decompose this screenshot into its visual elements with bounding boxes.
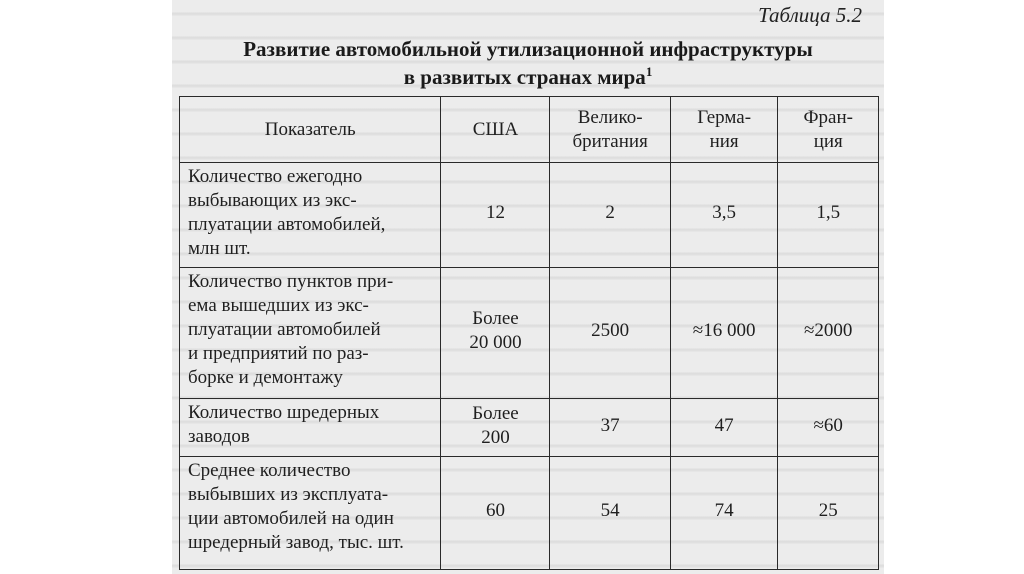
header-france-line-1: Фран- bbox=[803, 106, 853, 128]
row-2-germany-value: ≈16 000 bbox=[670, 268, 778, 399]
row-3-label bbox=[180, 398, 441, 456]
table-row bbox=[180, 457, 879, 570]
row-2-usa-value bbox=[441, 268, 550, 399]
row-3-uk-value: 37 bbox=[550, 398, 670, 456]
row-4-label-line: ции автомобилей на один bbox=[188, 508, 394, 530]
row-3-usa-value bbox=[441, 398, 550, 456]
header-france bbox=[778, 97, 879, 163]
row-4-usa-value: 60 bbox=[441, 457, 550, 570]
table-title-line-1: Развитие автомобильной утилизационной инфраструктуры bbox=[243, 37, 813, 61]
row-2-label-line: борке и демонтажу bbox=[188, 367, 343, 389]
header-germany-line-1: Герма- bbox=[697, 106, 752, 128]
header-uk-text bbox=[572, 106, 647, 154]
header-uk-line-1: Велико- bbox=[577, 106, 643, 128]
row-2-label-line: плуатации автомобилей bbox=[188, 319, 381, 341]
header-germany-text bbox=[697, 106, 751, 154]
row-2-usa-line-1: Более bbox=[472, 307, 519, 329]
header-france-line-2: ция bbox=[813, 130, 843, 152]
row-1-label-line: млн шт. bbox=[188, 238, 251, 260]
row-4-label-line: выбывших из эксплуата- bbox=[188, 484, 389, 506]
row-3-usa-line-1: Более bbox=[472, 402, 519, 424]
header-indicator-text: Показатель bbox=[264, 118, 356, 140]
row-3-usa-line-2: 200 bbox=[481, 426, 510, 448]
header-uk-line-2: британия bbox=[572, 130, 648, 152]
row-2-label-line: Количество пунктов при- bbox=[188, 271, 394, 293]
table-row bbox=[180, 163, 879, 268]
header-uk bbox=[550, 97, 670, 163]
row-4-uk-value: 54 bbox=[550, 457, 670, 570]
row-4-label bbox=[180, 457, 441, 570]
header-indicator bbox=[180, 97, 441, 163]
row-1-label-line: плуатации автомобилей, bbox=[188, 214, 386, 236]
row-3-france-value: ≈60 bbox=[778, 398, 879, 456]
header-germany-line-2: ния bbox=[709, 130, 739, 152]
header-germany bbox=[670, 97, 778, 163]
title-footnote-marker: 1 bbox=[645, 64, 653, 79]
row-4-france-value: 25 bbox=[778, 457, 879, 570]
table-number-label: Таблица 5.2 bbox=[758, 3, 862, 27]
header-usa-text: США bbox=[472, 118, 519, 140]
row-3-label-line: Количество шредерных bbox=[188, 401, 380, 423]
table-title-line-2-text: в развитых странах мира bbox=[403, 65, 646, 89]
row-2-france-value: ≈2000 bbox=[778, 268, 879, 399]
row-1-label bbox=[180, 163, 441, 268]
row-4-germany-value: 74 bbox=[670, 457, 778, 570]
row-1-france-value: 1,5 bbox=[778, 163, 879, 268]
header-usa bbox=[441, 97, 550, 163]
row-1-label-line: Количество ежегодно bbox=[188, 166, 363, 188]
row-3-label-line: заводов bbox=[188, 425, 250, 447]
row-2-uk-value: 2500 bbox=[550, 268, 670, 399]
table-row bbox=[180, 398, 879, 456]
row-2-label bbox=[180, 268, 441, 399]
row-4-label-line: шредерный завод, тыс. шт. bbox=[188, 532, 404, 554]
scanned-book-page bbox=[172, 0, 884, 574]
table-header-row bbox=[180, 97, 879, 163]
row-2-label-line: ема вышедших из экс- bbox=[188, 295, 369, 317]
row-2-usa-line-2: 20 000 bbox=[469, 331, 522, 353]
row-1-usa-value: 12 bbox=[441, 163, 550, 268]
row-1-label-line: выбывающих из экс- bbox=[188, 190, 357, 212]
header-france-text bbox=[804, 106, 853, 154]
table-title-line-2 bbox=[172, 64, 884, 90]
row-2-label-line: и предприятий по раз- bbox=[188, 343, 369, 365]
infrastructure-table bbox=[179, 96, 879, 570]
row-1-uk-value: 2 bbox=[550, 163, 670, 268]
row-4-label-line: Среднее количество bbox=[188, 460, 351, 482]
row-3-germany-value: 47 bbox=[670, 398, 778, 456]
table-row bbox=[180, 268, 879, 399]
row-1-germany-value: 3,5 bbox=[670, 163, 778, 268]
